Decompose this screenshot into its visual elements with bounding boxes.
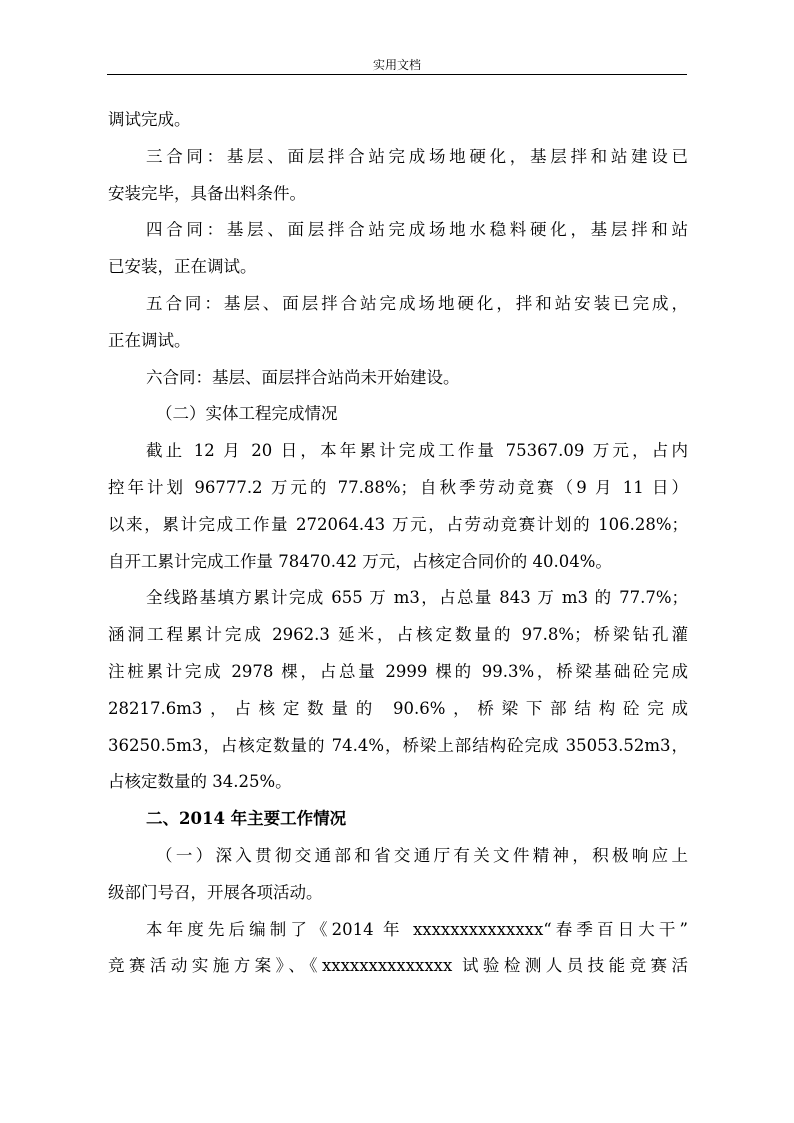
paragraph-line: 四合同：基层、面层拌合站完成场地水稳料硬化，基层拌和站 — [146, 220, 688, 240]
paragraph-line: 占核定数量的 34.25%。 — [108, 772, 292, 792]
section-heading: （二）实体工程完成情况 — [156, 404, 338, 424]
paragraph-line: 六合同：基层、面层拌合站尚未开始建设。 — [146, 367, 460, 387]
paragraph-line: 级部门号召，开展各项活动。 — [108, 882, 323, 902]
paragraph-line: 28217.6m3，占核定数量的 90.6%，桥梁下部结构砼完成 — [108, 698, 688, 718]
paragraph-line: 五合同：基层、面层拌合站完成场地硬化，拌和站安装已完成， — [146, 293, 688, 313]
document-body — [108, 102, 688, 985]
paragraph-line: 三合同：基层、面层拌合站完成场地硬化，基层拌和站建设已 — [146, 146, 688, 166]
paragraph-line: 调试完成。 — [108, 110, 191, 129]
paragraph-line: 涵洞工程累计完成 2962.3 延米，占核定数量的 97.8%；桥梁钻孔灌 — [108, 625, 688, 645]
section-heading: 二、2014 年主要工作情况 — [146, 809, 347, 829]
paragraph-line: 安装完毕，具备出料条件。 — [108, 183, 306, 203]
page-header: 实用文档 — [372, 58, 421, 72]
paragraph-line: 本年度先后编制了《2014 年 xxxxxxxxxxxxxx“春季百日大干” — [146, 919, 688, 939]
paragraph-line: （一）深入贯彻交通部和省交通厅有关文件精神，积极响应上 — [156, 845, 688, 865]
paragraph-line: 控年计划 96777.2 万元的 77.88%；自秋季劳动竞赛（9 月 11 日） — [108, 477, 688, 497]
paragraph-line: 全线路基填方累计完成 655 万 m3，占总量 843 万 m3 的 77.7%； — [146, 588, 688, 608]
paragraph-line: 竞赛活动实施方案》、《xxxxxxxxxxxxxx 试验检测人员技能竞赛活 — [108, 956, 688, 976]
paragraph-line: 以来，累计完成工作量 272064.43 万元，占劳动竞赛计划的 106.28%； — [108, 514, 688, 534]
paragraph-line: 自开工累计完成工作量 78470.42 万元，占核定合同价的 40.04%。 — [108, 551, 612, 571]
paragraph-line: 正在调试。 — [108, 330, 191, 350]
paragraph-line: 已安装，正在调试。 — [108, 257, 257, 277]
paragraph-line: 36250.5m3，占核定数量的 74.4%，桥梁上部结构砼完成 35053.52m3， — [108, 735, 688, 755]
header-divider — [107, 74, 687, 75]
paragraph-line: 注桩累计完成 2978 棵，占总量 2999 棵的 99.3%，桥梁基础砼完成 — [108, 661, 688, 681]
paragraph-line: 截止 12 月 20 日，本年累计完成工作量 75367.09 万元，占内 — [146, 441, 688, 461]
